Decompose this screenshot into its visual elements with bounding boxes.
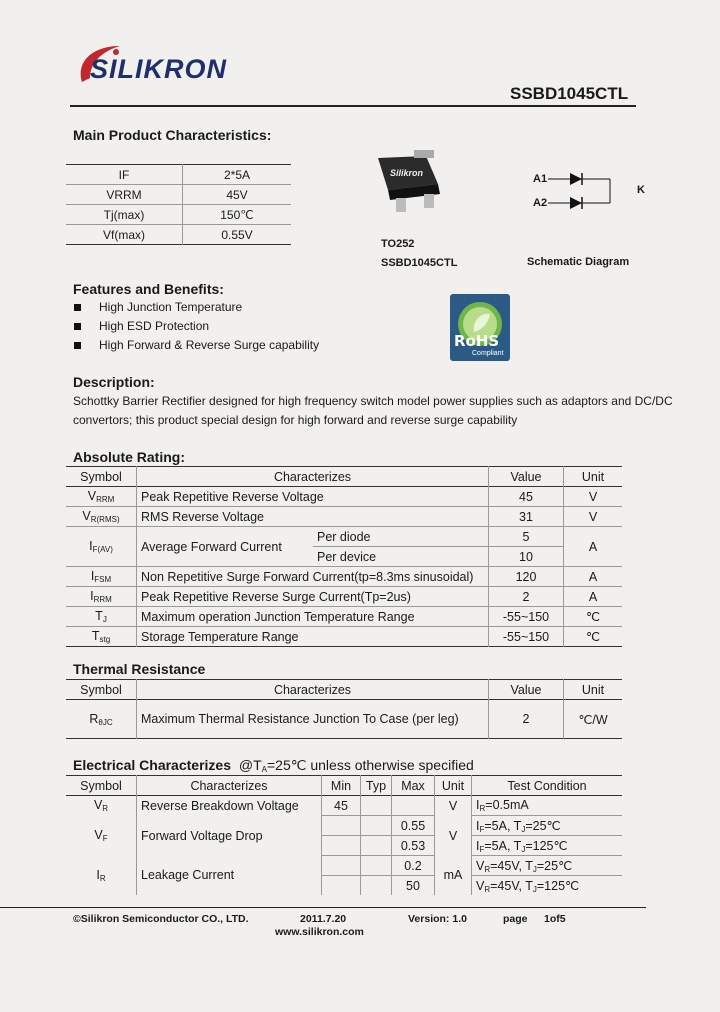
table-row (66, 507, 622, 527)
header-unit: Unit (581, 682, 605, 697)
value-cell: 0.55V (221, 227, 253, 242)
symbol-cell: $T_J$ (66, 607, 137, 627)
part-number-title: SSBD1045CTL (510, 84, 629, 103)
value-cell: 120 (489, 567, 564, 587)
value-cell: 45 (489, 487, 564, 507)
sub-char-cell: Per device (313, 547, 489, 567)
package-image (368, 150, 448, 222)
table-row (66, 205, 291, 225)
param-cell: Vf(max) (66, 225, 183, 245)
diode-schematic-icon (530, 165, 650, 215)
value-cell: 150℃ (220, 207, 254, 222)
char-cell: Maximum Thermal Resistance Junction To Case (per leg) (137, 700, 489, 739)
value-cell: 2*5A (223, 167, 251, 182)
unit-cell: V (588, 509, 598, 524)
max-cell: 0.53 (392, 836, 435, 856)
param-cell: IF (66, 165, 183, 185)
param-cell: VRRM (66, 185, 183, 205)
char-cell: Reverse Breakdown Voltage (137, 796, 322, 816)
table-row (66, 607, 622, 627)
footer-company: ©Silikron Semiconductor CO., LTD. (73, 913, 249, 925)
header-symbol: Symbol (66, 467, 137, 487)
header-value: Value (489, 680, 564, 700)
symbol-cell: $R_{\theta JC}$ (66, 700, 137, 739)
unit-cell: V (435, 796, 472, 816)
header-symbol: Symbol (66, 680, 137, 700)
value-cell: -55~150 (489, 627, 564, 647)
schematic-caption: Schematic Diagram (527, 256, 630, 268)
schematic-a2: A2 (533, 197, 548, 209)
absolute-rating-table (66, 466, 622, 647)
header-symbol: Symbol (66, 776, 137, 796)
min-cell (322, 816, 361, 836)
table-row (66, 165, 291, 185)
header-value: Value (489, 467, 564, 487)
footer-version: Version: 1.0 (408, 913, 467, 925)
header-unit: Unit (435, 776, 472, 796)
cond-cell: $I_F=5A$, $T_J=125℃$ (472, 836, 623, 856)
max-cell (392, 796, 435, 816)
value-cell: -55~150 (489, 607, 564, 627)
unit-cell: ℃ (585, 610, 601, 624)
rohs-badge (450, 294, 510, 361)
value-cell: 45V (226, 187, 248, 202)
logo (76, 40, 246, 92)
value-cell: 2 (489, 700, 564, 739)
symbol-cell: $V_F$ (66, 816, 137, 856)
header-char: Characterizes (137, 467, 489, 487)
thermal-title: Thermal Resistance (73, 661, 206, 677)
list-item: High Forward & Reverse Surge capability (74, 338, 319, 352)
value-cell: 5 (489, 527, 564, 547)
table-row (66, 527, 622, 547)
typ-cell (361, 856, 392, 876)
schematic-k: K (637, 184, 645, 196)
main-characteristics-title: Main Product Characteristics: (73, 127, 272, 143)
symbol-cell: $V_{RRM}$ (66, 487, 137, 507)
description-title: Description: (73, 374, 155, 390)
char-cell: Non Repetitive Surge Forward Current(tp=8.3ms sinusoidal) (137, 567, 489, 587)
table-row (66, 225, 291, 245)
unit-cell: ℃/W (578, 712, 608, 727)
value-cell: 31 (489, 507, 564, 527)
symbol-cell: $V_R$ (66, 796, 137, 816)
bullet-icon (74, 342, 81, 349)
unit-cell: ℃ (585, 630, 601, 644)
cond-cell: $V_R=45V$, $T_J=125℃$ (472, 876, 623, 896)
table-header (66, 776, 622, 796)
value-cell: 10 (489, 547, 564, 567)
footer-website[interactable]: www.silikron.com (275, 926, 364, 938)
char-cell: Average Forward Current (141, 539, 282, 554)
schematic-a1: A1 (533, 173, 548, 185)
typ-cell (361, 876, 392, 896)
schematic-diagram (530, 165, 650, 215)
table-row (66, 185, 291, 205)
char-cell: Peak Repetitive Reverse Voltage (137, 487, 489, 507)
max-cell: 50 (392, 876, 435, 896)
sub-char-cell: Per diode (313, 527, 489, 547)
unit-cell: A (588, 589, 598, 604)
symbol-cell: $V_{R(RMS)}$ (66, 507, 137, 527)
package-part: SSBD1045CTL (381, 257, 458, 269)
table-row (66, 856, 622, 876)
table-row (66, 487, 622, 507)
header-min: Min (322, 776, 361, 796)
bullet-icon (74, 323, 81, 330)
footer-divider (0, 907, 646, 908)
symbol-cell: $T_{stg}$ (66, 627, 137, 647)
min-cell (322, 876, 361, 896)
list-item: High ESD Protection (74, 319, 209, 333)
package-name: TO252 (381, 238, 415, 250)
value-cell: 2 (489, 587, 564, 607)
min-cell (322, 836, 361, 856)
electrical-table (66, 775, 622, 895)
char-cell: RMS Reverse Voltage (137, 507, 489, 527)
footer-page-label: page (503, 913, 528, 925)
rohs-sub: Compliant (472, 350, 504, 357)
header-char: Characterizes (137, 776, 322, 796)
table-row (66, 627, 622, 647)
description-line-2: convertors; this product special design for high forward and reverse surge capability (73, 413, 518, 427)
typ-cell (361, 816, 392, 836)
footer-page-number: 1of5 (544, 913, 566, 925)
max-cell: 0.2 (392, 856, 435, 876)
unit-cell: mA (435, 856, 472, 896)
header-divider (70, 105, 636, 107)
char-cell: Leakage Current (137, 856, 322, 896)
symbol-cell: $I_{RRM}$ (66, 587, 137, 607)
footer-date: 2011.7.20 (300, 913, 347, 925)
char-cell: Storage Temperature Range (137, 627, 489, 647)
cond-cell: $I_F=5A$, $T_J=25℃$ (472, 816, 623, 836)
bullet-icon (74, 304, 81, 311)
min-cell (322, 856, 361, 876)
unit-cell: V (435, 816, 472, 856)
table-header (66, 467, 622, 487)
unit-cell: A (588, 569, 598, 584)
cond-cell: $I_R=0.5mA$ (476, 798, 529, 813)
absolute-rating-title: Absolute Rating: (73, 449, 185, 465)
electrical-title: Electrical Characterizes $@T_A=25℃$ unless otherwise specified (73, 757, 474, 774)
rohs-label: RoHS (454, 332, 500, 350)
char-cell: Peak Repetitive Reverse Surge Current(Tp=2us) (137, 587, 489, 607)
main-characteristics-table (66, 164, 291, 245)
unit-cell: V (588, 489, 598, 504)
header-unit: Unit (581, 469, 605, 484)
header-max: Max (392, 776, 435, 796)
symbol-cell: $I_{F(AV)}$ (66, 527, 137, 567)
table-row (66, 700, 622, 739)
param-cell: Tj(max) (66, 205, 183, 225)
logo-text: SILIKRON (90, 54, 228, 84)
typ-cell (361, 836, 392, 856)
table-row (66, 796, 622, 816)
unit-cell: A (588, 539, 598, 554)
header-char: Characterizes (137, 680, 489, 700)
max-cell: 0.55 (392, 816, 435, 836)
header-cond: Test Condition (507, 778, 587, 793)
char-cell: Forward Voltage Drop (137, 816, 322, 856)
typ-cell (361, 796, 392, 816)
cond-cell: $V_R=45V$, $T_J=25℃$ (472, 856, 623, 876)
list-item: High Junction Temperature (74, 300, 242, 314)
symbol-cell: $I_{FSM}$ (66, 567, 137, 587)
min-cell: 45 (322, 796, 361, 816)
features-title: Features and Benefits: (73, 281, 224, 297)
description-line-1: Schottky Barrier Rectifier designed for high frequency switch model power supplies such as adaptors and DC/DC (73, 394, 673, 408)
table-row (66, 816, 622, 836)
table-header (66, 680, 622, 700)
chip-label: Silikron (390, 168, 424, 178)
thermal-table (66, 679, 622, 739)
table-row (66, 587, 622, 607)
char-cell: Maximum operation Junction Temperature Range (137, 607, 489, 627)
table-row (66, 567, 622, 587)
symbol-cell: $I_R$ (66, 856, 137, 896)
to252-package-icon (368, 150, 448, 222)
header-typ: Typ (361, 776, 392, 796)
